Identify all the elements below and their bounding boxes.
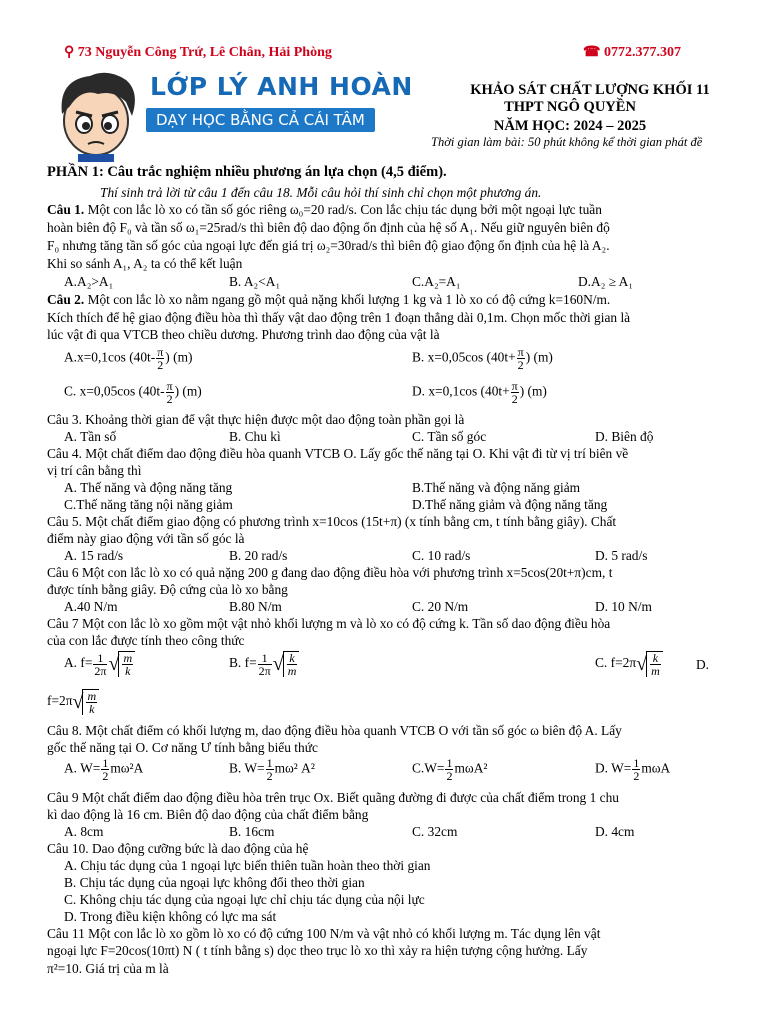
q2-line2: Kích thích để hệ giao động điều hòa thì thấy vật dao động trên 1 đoạn thẳng dài 0,1m. Chọn mốc thời gian là (47, 310, 631, 325)
q8-line1: Câu 8. Một chất điểm có khối lượng m, dao động điều hòa quanh VTCB O với tần số góc ω biên độ A. Lấy (47, 723, 622, 738)
q3-option-b[interactable]: B. Chu kì (229, 429, 281, 444)
q5-option-c[interactable]: C. 10 rad/s (412, 548, 471, 563)
q7-option-a[interactable]: A. f= $\frac{1}{2\pi}$ √ $\frac{m}{k}$ (64, 651, 136, 677)
q6-option-c[interactable]: C. 20 N/m (412, 599, 469, 614)
q8-option-a[interactable]: A. W= $\frac{1}{2}$ mω²A (64, 756, 144, 783)
q6-option-b[interactable]: B.80 N/m (229, 599, 282, 614)
q9-option-d[interactable]: D. 4cm (595, 824, 635, 839)
q10-text: Câu 10. Dao động cưỡng bức là dao động của hệ (47, 841, 309, 856)
q6-line1: Câu 6 Một con lắc lò xo có quả nặng 200 g đang dao động điều hòa với phương trình x=5cos(20t+π)cm, t (47, 565, 613, 580)
q7-line1: Câu 7 Một con lắc lò xo gồm một vật nhỏ khối lượng m và lò xo có độ cứng k. Tần số dao động điều hòa (47, 616, 611, 631)
q2-option-c[interactable]: C. x=0,05cos (40t- $\frac{\pi}{2}$ ) (m) (64, 379, 202, 406)
q2-line3: lúc vật đi qua VTCB theo chiều dương. Phương trình dao động của vật là (47, 327, 440, 342)
q5-line2: điểm này giao động với tần số góc là (47, 531, 245, 546)
q1-line3: F₀ nhưng tăng tần số góc của ngoại lực đến giá trị ω₂=30rad/s thì biên độ giao động ổn định của hệ là A₂. (47, 238, 610, 253)
q7-option-b[interactable]: B. f= $\frac{1}{2\pi}$ √ $\frac{k}{m}$ (229, 651, 300, 677)
q10-option-d[interactable]: D. Trong điều kiện không có lực ma sát (64, 909, 277, 924)
q2-option-b[interactable]: B. x=0,05cos (40t+ $\frac{\pi}{2}$ ) (m) (412, 345, 553, 372)
q7-line2: của con lắc được tính theo công thức (47, 633, 245, 648)
q1-option-a[interactable]: A.A₂>A₁ (64, 274, 114, 289)
q4-line2: vị trí cân bằng thì (47, 463, 142, 478)
q2-option-d[interactable]: D. x=0,1cos (40t+ $\frac{\pi}{2}$ ) (m) (412, 379, 547, 406)
q5-line1: Câu 5. Một chất điểm giao động có phương trình x=10cos (15t+π) (x tính bằng cm, t tính bằng giây). Chất (47, 514, 617, 529)
exam-title: KHẢO SÁT CHẤT LƯỢNG KHỐI 11 (470, 82, 710, 98)
logo-tagline: DẠY HỌC BẰNG CẢ CÁI TÂM (146, 108, 375, 132)
q6-option-d[interactable]: D. 10 N/m (595, 599, 652, 614)
q10-option-b[interactable]: B. Chịu tác dụng của ngoại lực không đổi theo thời gian (64, 875, 365, 890)
q7-option-d-label[interactable]: D. (696, 657, 710, 672)
q8-option-d[interactable]: D. W= $\frac{1}{2}$ mωA (595, 756, 671, 783)
school-year: NĂM HỌC: 2024 – 2025 (493, 118, 647, 134)
q7-option-d[interactable]: f=2π√ $\frac{m}{k}$ (47, 689, 100, 715)
q1-option-b[interactable]: B. A₂<A₁ (229, 274, 281, 289)
q11-line1: Câu 11 Một con lắc lò xo gồm lò xo có độ cứng 100 N/m và vật nhỏ có khối lượng m. Tác dụng lên vật (47, 926, 601, 941)
q3-text: Câu 3. Khoảng thời gian để vật thực hiện được một dao động toàn phần gọi là (47, 412, 465, 427)
q3-option-c[interactable]: C. Tần số góc (412, 429, 487, 444)
q4-option-d[interactable]: D.Thế năng giảm và động năng tăng (412, 497, 608, 512)
q2-option-a[interactable]: A.x=0,1cos (40t- $\frac{\pi}{2}$ ) (m) (64, 345, 193, 372)
q9-option-b[interactable]: B. 16cm (229, 824, 275, 839)
q6-option-a[interactable]: A.40 N/m (64, 599, 118, 614)
q5-option-d[interactable]: D. 5 rad/s (595, 548, 648, 563)
q1-option-d[interactable]: D.A₂ ≥ A₁ (578, 274, 634, 289)
q11-line3: π²=10. Giá trị của m là (47, 961, 169, 976)
q4-line1: Câu 4. Một chất điểm dao động điều hòa quanh VTCB O. Lấy gốc thế năng tại O. Khi vật đi từ vị trí biên về (47, 446, 629, 461)
part-instruction: Thí sinh trả lời từ câu 1 đến câu 18. Mỗi câu hỏi thí sinh chỉ chọn một phương án. (100, 185, 542, 200)
q10-option-c[interactable]: C. Không chịu tác dụng của ngoại lực chỉ chịu tác dụng của nội lực (64, 892, 425, 907)
phone-line: ☎ 0772.377.307 (583, 45, 681, 60)
q1-line4: Khi so sánh A₁, A₂ ta có thể kết luận (47, 256, 243, 271)
q9-option-c[interactable]: C. 32cm (412, 824, 458, 839)
q4-option-b[interactable]: B.Thế năng và động năng giảm (412, 480, 581, 495)
q1-line1: Câu 1. Một con lắc lò xo có tần số góc riêng ω₀=20 rad/s. Con lắc chịu tác dụng bởi một ngoại lực tuần (47, 202, 602, 217)
q10-option-a[interactable]: A. Chịu tác dụng của 1 ngoại lực biến thiên tuần hoàn theo thời gian (64, 858, 431, 873)
time-note: Thời gian làm bài: 50 phút không kể thời gian phát đề (431, 135, 703, 149)
q2-line1: Câu 2. Một con lắc lò xo nằm ngang gồ một quả nặng khối lượng 1 kg và 1 lò xo có độ cứng k=160N/m. (47, 292, 611, 307)
q9-line1: Câu 9 Một chất điểm dao động điều hòa trên trục Ox. Biết quãng đường đi được của chất điểm trong 1 chu (47, 790, 619, 805)
q3-option-a[interactable]: A. Tần số (64, 429, 117, 444)
q8-option-c[interactable]: C.W= $\frac{1}{2}$ mωA² (412, 756, 488, 783)
q1-line2: hoàn biên độ F₀ và tần số ω₁=25rad/s thì biên độ dao động ổn định của hệ số A₁. Nếu giữ nguyên biên độ (47, 220, 610, 235)
q8-line2: gốc thế năng tại O. Cơ năng Ư tính bằng biểu thức (47, 740, 318, 755)
q7-option-c[interactable]: C. f=2π√ $\frac{k}{m}$ (595, 651, 664, 677)
q6-line2: được tính bằng giây. Độ cứng của lò xo bằng (47, 582, 288, 597)
phone-icon: ☎ (583, 45, 601, 60)
school-name: THPT NGÔ QUYỀN (504, 99, 636, 115)
part-title: PHẦN 1: Câu trắc nghiệm nhiều phương án lựa chọn (4,5 điểm). (47, 164, 447, 180)
logo-avatar (48, 66, 144, 162)
q11-line2: ngoại lực F=20cos(10πt) N ( t tính bằng s) dọc theo trục lò xo thì xảy ra hiện tượng cộng hưởng. Lấy (47, 943, 588, 958)
q5-option-a[interactable]: A. 15 rad/s (64, 548, 124, 563)
q5-option-b[interactable]: B. 20 rad/s (229, 548, 288, 563)
address-line: ⚲ 73 Nguyễn Công Trứ, Lê Chân, Hải Phòng (64, 45, 332, 60)
q4-option-c[interactable]: C.Thế năng tăng nội năng giảm (64, 497, 233, 512)
q4-option-a[interactable]: A. Thế năng và động năng tăng (64, 480, 233, 495)
q1-option-c[interactable]: C.A₂=A₁ (412, 274, 461, 289)
q3-option-d[interactable]: D. Biên độ (595, 429, 654, 444)
q9-line2: kì dao động là 16 cm. Biên độ dao động của chất điểm bằng (47, 807, 369, 822)
q9-option-a[interactable]: A. 8cm (64, 824, 104, 839)
location-icon: ⚲ (64, 45, 75, 60)
logo-title: LỚP LÝ ANH HOÀN (150, 72, 413, 101)
q8-option-b[interactable]: B. W= $\frac{1}{2}$ mω² A² (229, 756, 315, 783)
